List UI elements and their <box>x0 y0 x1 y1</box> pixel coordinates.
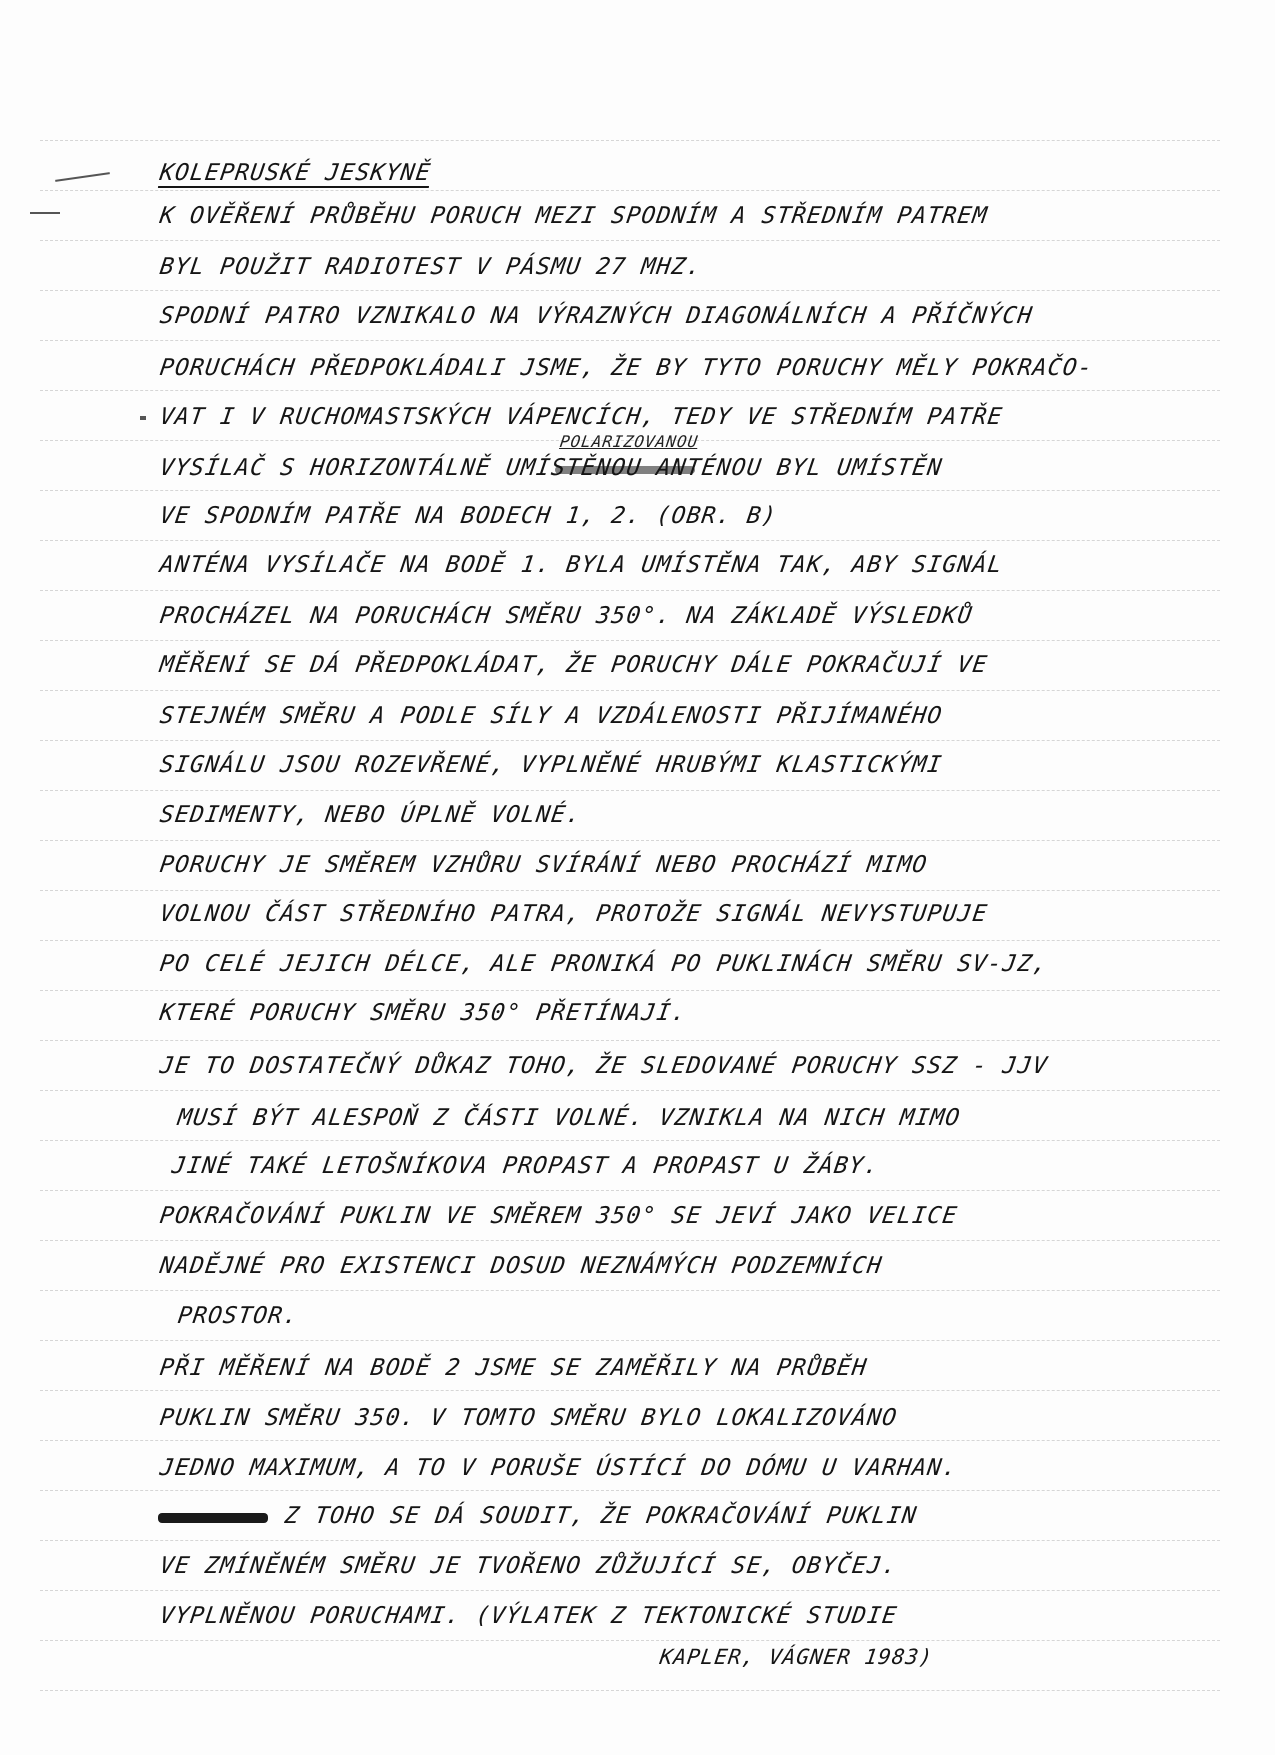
ruled-line <box>40 240 1220 241</box>
margin-mark <box>30 212 60 214</box>
ruled-line <box>40 1690 1220 1691</box>
ruled-line <box>40 1390 1220 1391</box>
text-line: PUKLIN SMĚRU 350. V TOMTO SMĚRU BYLO LOKALIZOVÁNO <box>158 1405 900 1431</box>
ruled-line <box>40 1140 1220 1141</box>
text-line: VE SPODNÍM PATŘE NA BODECH 1, 2. (OBR. B) <box>158 503 779 529</box>
text-line: KTERÉ PORUCHY SMĚRU 350° PŘETÍNAJÍ. <box>158 1000 689 1026</box>
text-line: JEDNO MAXIMUM, A TO V PORUŠE ÚSTÍCÍ DO DÓMU U VARHAN. <box>158 1455 960 1481</box>
text-line: NADĚJNÉ PRO EXISTENCI DOSUD NEZNÁMÝCH PODZEMNÍCH <box>158 1253 885 1279</box>
ruled-line <box>40 190 1220 191</box>
ruled-line <box>40 1040 1220 1041</box>
ruled-line <box>40 1590 1220 1591</box>
ruled-line <box>40 1540 1220 1541</box>
ruled-line <box>40 890 1220 891</box>
text-line: JINÉ TAKÉ LETOŠNÍKOVA PROPAST A PROPAST U ŽÁBY. <box>170 1153 882 1179</box>
ruled-line <box>40 1340 1220 1341</box>
margin-mark <box>55 172 110 182</box>
ruled-line <box>40 1440 1220 1441</box>
text-line: PORUCHÁCH PŘEDPOKLÁDALI JSME, ŽE BY TYTO PORUCHY MĚLY POKRAČO- <box>158 355 1095 381</box>
ruled-line <box>40 390 1220 391</box>
text-line: ANTÉNA VYSÍLAČE NA BODĚ 1. BYLA UMÍSTĚNA TAK, ABY SIGNÁL <box>158 552 1005 578</box>
text-line: MĚŘENÍ SE DÁ PŘEDPOKLÁDAT, ŽE PORUCHY DÁLE POKRAČUJÍ VE <box>158 652 990 678</box>
ruled-line <box>40 690 1220 691</box>
ruled-line <box>40 1190 1220 1191</box>
ruled-line <box>40 1240 1220 1241</box>
document-title: KOLEPRUSKÉ JESKYNĚ <box>158 160 433 186</box>
ruled-line <box>40 1290 1220 1291</box>
ruled-line <box>40 740 1220 741</box>
ruled-line <box>40 1090 1220 1091</box>
ruled-line <box>40 640 1220 641</box>
text-line: PORUCHY JE SMĚREM VZHŮRU SVÍRÁNÍ NEBO PROCHÁZÍ MIMO <box>158 852 930 878</box>
text-line: PROSTOR. <box>176 1303 301 1329</box>
ruled-line <box>40 990 1220 991</box>
text-line: SIGNÁLU JSOU ROZEVŘENÉ, VYPLNĚNÉ HRUBÝMI KLASTICKÝMI <box>158 752 945 778</box>
ruled-line <box>40 840 1220 841</box>
ruled-line <box>40 590 1220 591</box>
ruled-line <box>40 290 1220 291</box>
text-line: BYL POUŽIT RADIOTEST V PÁSMU 27 MHZ. <box>158 254 704 280</box>
ruled-line <box>40 1490 1220 1491</box>
text-line: VOLNOU ČÁST STŘEDNÍHO PATRA, PROTOŽE SIGNÁL NEVYSTUPUJE <box>158 901 990 927</box>
ruled-line <box>40 490 1220 491</box>
ruled-line <box>40 140 1220 141</box>
text-line: JE TO DOSTATEČNÝ DŮKAZ TOHO, ŽE SLEDOVANÉ PORUCHY SSZ - JJV <box>158 1053 1050 1079</box>
text-line: Z TOHO SE DÁ SOUDIT, ŽE POKRAČOVÁNÍ PUKLIN <box>283 1503 919 1529</box>
text-line: VYSÍLAČ S HORIZONTÁLNĚ UMÍSTĚNOU ANTÉNOU BYL UMÍSTĚN <box>158 455 945 481</box>
text-line: SEDIMENTY, NEBO ÚPLNĚ VOLNÉ. <box>158 802 584 828</box>
author-reference: KAPLER, VÁGNER 1983) <box>658 1645 935 1669</box>
text-line: POKRAČOVÁNÍ PUKLIN VE SMĚREM 350° SE JEVÍ JAKO VELICE <box>158 1203 960 1229</box>
text-line: VAT I V RUCHOMASTSKÝCH VÁPENCÍCH, TEDY VE STŘEDNÍM PATŘE <box>158 404 1005 430</box>
text-line: PROCHÁZEL NA PORUCHÁCH SMĚRU 350°. NA ZÁKLADĚ VÝSLEDKŮ <box>158 603 975 629</box>
ruled-line <box>40 940 1220 941</box>
text-line: VE ZMÍNĚNÉM SMĚRU JE TVOŘENO ZŮŽUJÍCÍ SE, OBYČEJ. <box>158 1553 900 1579</box>
ruled-line <box>40 790 1220 791</box>
scribble-mark <box>158 1513 268 1523</box>
text-line: STEJNÉM SMĚRU A PODLE SÍLY A VZDÁLENOSTI PŘIJÍMANÉHO <box>158 703 945 729</box>
text-line: PŘI MĚŘENÍ NA BODĚ 2 JSME SE ZAMĚŘILY NA PRŮBĚH <box>158 1355 870 1381</box>
ruled-line <box>40 340 1220 341</box>
text-line: SPODNÍ PATRO VZNIKALO NA VÝRAZNÝCH DIAGONÁLNÍCH A PŘÍČNÝCH <box>158 303 1035 329</box>
text-line: PO CELÉ JEJICH DÉLCE, ALE PRONIKÁ PO PUKLINÁCH SMĚRU SV-JZ, <box>158 951 1050 977</box>
handwritten-correction: POLARIZOVANOU <box>558 432 700 451</box>
text-line: VYPLNĚNOU PORUCHAMI. (VÝLATEK Z TEKTONICKÉ STUDIE <box>158 1603 900 1629</box>
ruled-line <box>40 540 1220 541</box>
ruled-line <box>40 1640 1220 1641</box>
margin-mark <box>140 416 146 420</box>
text-line: K OVĚŘENÍ PRŮBĚHU PORUCH MEZI SPODNÍM A STŘEDNÍM PATREM <box>158 203 990 229</box>
text-line: MUSÍ BÝT ALESPOŇ Z ČÁSTI VOLNÉ. VZNIKLA NA NICH MIMO <box>176 1105 963 1131</box>
